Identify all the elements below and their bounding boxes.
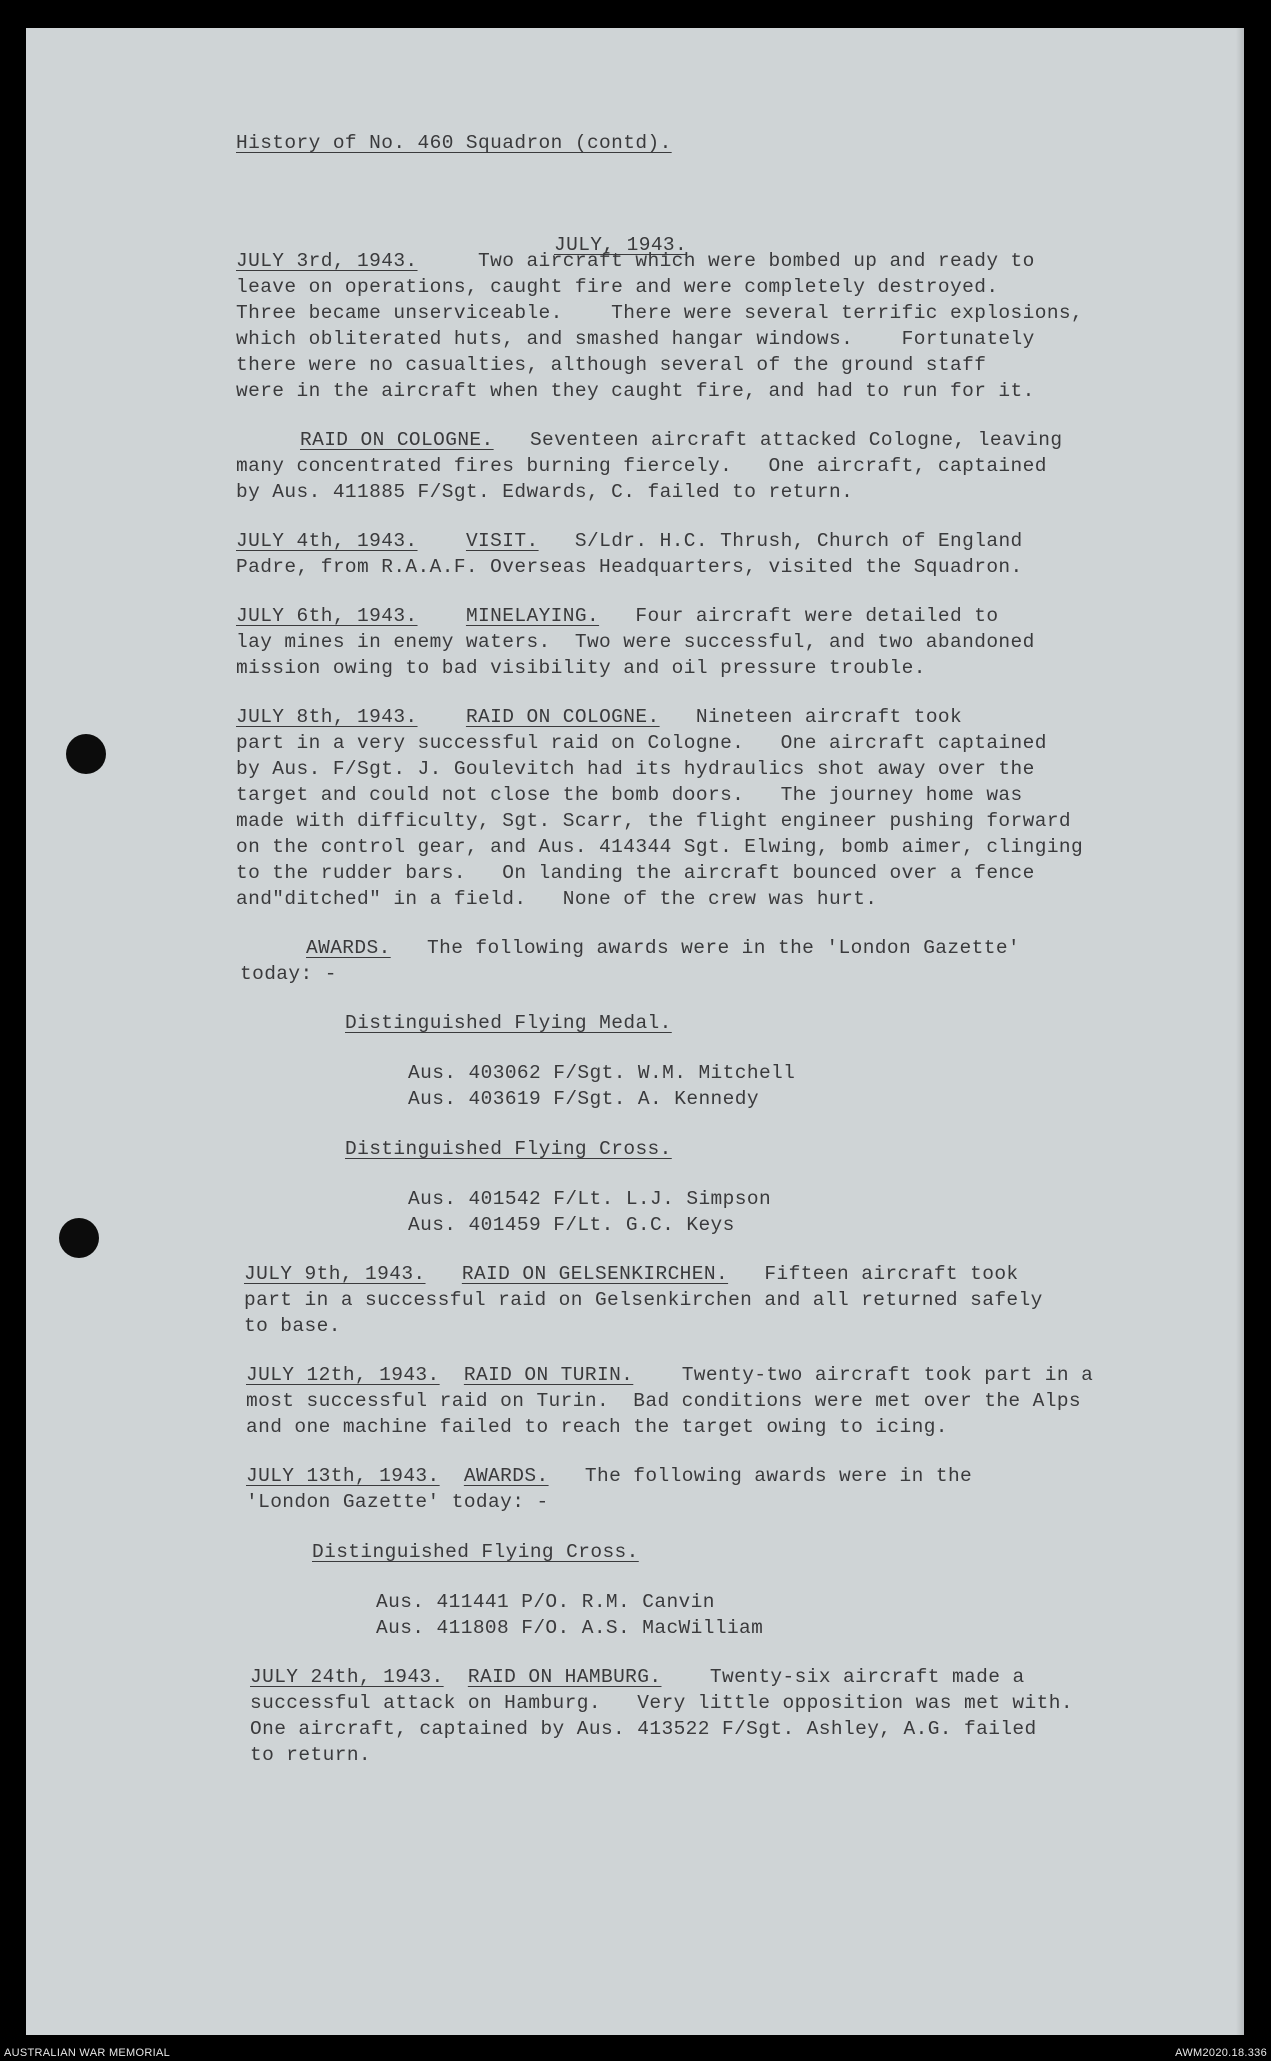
text-line bbox=[236, 607, 998, 627]
text-segment: Four aircraft were detailed to bbox=[599, 605, 999, 627]
underlined-text: JULY 6th, 1943. bbox=[236, 605, 418, 627]
text-segment: by Aus. F/Sgt. J. Goulevitch had its hydraulics shot away over the bbox=[236, 758, 1035, 780]
text-line bbox=[236, 760, 1035, 780]
text-segment: to return. bbox=[250, 1744, 372, 1766]
text-line bbox=[236, 633, 1035, 653]
text-segment: The following awards were in the bbox=[548, 1465, 973, 1487]
text-line bbox=[236, 278, 998, 298]
text-segment: Aus. 403619 F/Sgt. A. Kennedy bbox=[408, 1088, 759, 1110]
text-line bbox=[246, 1366, 1093, 1386]
text-line bbox=[345, 1014, 672, 1034]
underlined-text: RAID ON TURIN. bbox=[463, 1364, 634, 1386]
text-line bbox=[376, 1619, 763, 1639]
punch-hole-bottom bbox=[59, 1218, 99, 1258]
text-line bbox=[236, 708, 962, 728]
underlined-text: Distinguished Flying Cross. bbox=[312, 1541, 639, 1563]
underlined-text: VISIT. bbox=[465, 530, 539, 552]
text-line bbox=[236, 382, 1035, 402]
text-segment: Padre, from R.A.A.F. Overseas Headquarters, visited the Squadron. bbox=[236, 556, 1023, 578]
text-line bbox=[236, 812, 1071, 832]
text-segment: on the control gear, and Aus. 414344 Sgt. Elwing, bomb aimer, clinging bbox=[236, 836, 1084, 858]
text-segment: part in a very successful raid on Cologne. One aircraft captained bbox=[236, 732, 1047, 754]
text-segment: to the rudder bars. On landing the aircraft bounced over a fence bbox=[236, 862, 1035, 884]
text-segment: Two aircraft which were bombed up and ready to bbox=[417, 250, 1035, 272]
punch-hole-top bbox=[66, 734, 106, 774]
text-segment: which obliterated huts, and smashed hangar windows. Fortunately bbox=[236, 328, 1035, 350]
text-segment: S/Ldr. H.C. Thrush, Church of England bbox=[538, 530, 1023, 552]
text-segment: Seventeen aircraft attacked Cologne, leaving bbox=[493, 429, 1063, 451]
text-segment: Aus. 411808 F/O. A.S. MacWilliam bbox=[376, 1617, 764, 1639]
text-segment: Aus. 401542 F/Lt. L.J. Simpson bbox=[408, 1188, 772, 1210]
text-line bbox=[236, 483, 853, 503]
text-segment: most successful raid on Turin. Bad conditions were met over the Alps bbox=[246, 1390, 1082, 1412]
underlined-text: RAID ON COLOGNE. bbox=[300, 429, 494, 451]
text-line bbox=[250, 1668, 1025, 1688]
text-segment: Twenty-two aircraft took part in a bbox=[633, 1364, 1094, 1386]
text-line bbox=[236, 734, 1047, 754]
underlined-text: JULY 12th, 1943. bbox=[246, 1364, 440, 1386]
text-line bbox=[376, 1593, 715, 1613]
text-segment: successful attack on Hamburg. Very little opposition was met with. bbox=[250, 1692, 1073, 1714]
text-line bbox=[236, 558, 1023, 578]
text-segment: mission owing to bad visibility and oil pressure trouble. bbox=[236, 657, 926, 679]
text-line bbox=[250, 1694, 1073, 1714]
text-segment: Twenty-six aircraft made a bbox=[661, 1666, 1025, 1688]
text-line bbox=[345, 1140, 672, 1160]
month-title: JULY, 1943. bbox=[554, 234, 688, 256]
text-segment: by Aus. 411885 F/Sgt. Edwards, C. failed to return. bbox=[236, 481, 854, 503]
text-segment: Aus. 411441 P/O. R.M. Canvin bbox=[376, 1591, 715, 1613]
underlined-text: JULY 8th, 1943. bbox=[236, 706, 418, 728]
text-line bbox=[236, 330, 1035, 350]
text-line bbox=[236, 659, 926, 679]
text-segment: Aus. 403062 F/Sgt. W.M. Mitchell bbox=[408, 1062, 796, 1084]
underlined-text: Distinguished Flying Medal. bbox=[345, 1012, 672, 1034]
document-page bbox=[26, 28, 1244, 2035]
text-line bbox=[236, 864, 1035, 884]
text-line bbox=[244, 1291, 1043, 1311]
text-line bbox=[246, 1392, 1081, 1412]
text-line bbox=[250, 1746, 371, 1766]
underlined-text: RAID ON COLOGNE. bbox=[465, 706, 660, 728]
text-segment: Fifteen aircraft took bbox=[728, 1263, 1019, 1285]
text-segment: made with difficulty, Sgt. Scarr, the flight engineer pushing forward bbox=[236, 810, 1072, 832]
text-line bbox=[236, 890, 877, 910]
underlined-text: AWARDS. bbox=[463, 1465, 549, 1487]
text-segment bbox=[418, 605, 466, 627]
text-line bbox=[408, 1064, 795, 1084]
text-line bbox=[408, 1190, 771, 1210]
underlined-text: JULY 3rd, 1943. bbox=[236, 250, 418, 272]
document-heading: History of No. 460 Squadron (contd). bbox=[236, 132, 672, 154]
text-segment: leave on operations, caught fire and were completely destroyed. bbox=[236, 276, 999, 298]
text-line bbox=[246, 1493, 549, 1513]
text-segment: there were no casualties, although several of the ground staff bbox=[236, 354, 987, 376]
underlined-text: JULY 24th, 1943. bbox=[250, 1666, 444, 1688]
text-segment: Nineteen aircraft took bbox=[659, 706, 963, 728]
text-segment bbox=[440, 1465, 464, 1487]
text-line bbox=[236, 786, 1023, 806]
text-segment: Aus. 401459 F/Lt. G.C. Keys bbox=[408, 1214, 735, 1236]
text-line bbox=[300, 431, 1062, 451]
text-segment: many concentrated fires burning fiercely. One aircraft, captained bbox=[236, 455, 1047, 477]
text-segment bbox=[444, 1666, 468, 1688]
footer-reference-number: AWM2020.18.336 bbox=[1175, 2047, 1267, 2059]
text-line bbox=[236, 304, 1083, 324]
underlined-text: MINELAYING. bbox=[465, 605, 600, 627]
text-segment: part in a successful raid on Gelsenkirchen and all returned safely bbox=[244, 1289, 1043, 1311]
underlined-text: Distinguished Flying Cross. bbox=[345, 1138, 672, 1160]
footer-archive-name: AUSTRALIAN WAR MEMORIAL bbox=[4, 2047, 171, 2059]
text-line bbox=[312, 1543, 639, 1563]
text-line bbox=[236, 838, 1083, 858]
text-segment: today: - bbox=[240, 963, 337, 985]
page-edge-shadow bbox=[1236, 28, 1244, 2035]
text-line bbox=[306, 939, 1020, 959]
text-line bbox=[244, 1265, 1019, 1285]
text-segment: and one machine failed to reach the target owing to icing. bbox=[246, 1416, 948, 1438]
text-segment: and"ditched" in a field. None of the crew was hurt. bbox=[236, 888, 878, 910]
text-line bbox=[236, 457, 1047, 477]
text-segment bbox=[426, 1263, 462, 1285]
text-line bbox=[236, 356, 986, 376]
text-line bbox=[246, 1467, 972, 1487]
text-line bbox=[236, 532, 1023, 552]
underlined-text: RAID ON HAMBURG. bbox=[467, 1666, 662, 1688]
text-segment: The following awards were in the 'London Gazette' bbox=[390, 937, 1021, 959]
text-line bbox=[408, 1090, 759, 1110]
text-segment: were in the aircraft when they caught fire, and had to run for it. bbox=[236, 380, 1035, 402]
underlined-text: JULY 9th, 1943. bbox=[244, 1263, 426, 1285]
underlined-text: AWARDS. bbox=[306, 937, 391, 959]
text-line bbox=[250, 1720, 1037, 1740]
text-segment: 'London Gazette' today: - bbox=[246, 1491, 549, 1513]
text-segment: to base. bbox=[244, 1315, 341, 1337]
text-segment: One aircraft, captained by Aus. 413522 F/Sgt. Ashley, A.G. failed bbox=[250, 1718, 1037, 1740]
text-segment bbox=[418, 530, 466, 552]
text-line bbox=[236, 252, 1035, 272]
underlined-text: JULY 13th, 1943. bbox=[246, 1465, 440, 1487]
text-line bbox=[246, 1418, 948, 1438]
text-segment: target and could not close the bomb doors. The journey home was bbox=[236, 784, 1023, 806]
text-line bbox=[244, 1317, 341, 1337]
text-line bbox=[240, 965, 337, 985]
text-line bbox=[408, 1216, 735, 1236]
text-segment bbox=[418, 706, 466, 728]
text-segment: Three became unserviceable. There were several terrific explosions, bbox=[236, 302, 1084, 324]
text-segment bbox=[440, 1364, 464, 1386]
underlined-text: RAID ON GELSENKIRCHEN. bbox=[461, 1263, 729, 1285]
text-segment: lay mines in enemy waters. Two were successful, and two abandoned bbox=[236, 631, 1035, 653]
underlined-text: JULY 4th, 1943. bbox=[236, 530, 418, 552]
